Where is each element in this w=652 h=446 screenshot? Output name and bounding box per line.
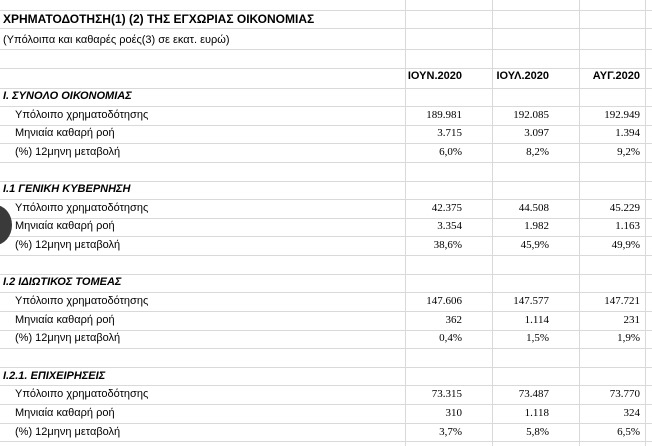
section-heading-row [0, 183, 652, 199]
section-heading-row [0, 276, 652, 292]
cell-value[interactable]: 3.097 [524, 127, 549, 139]
page-subtitle[interactable]: (Υπόλοιπα και καθαρές ροές(3) σε εκατ. ευρώ) [3, 34, 230, 46]
section-heading-row [0, 90, 652, 106]
table-row [0, 314, 652, 330]
cell-value[interactable]: 73.770 [609, 388, 640, 400]
section-heading-row [0, 370, 652, 386]
row-label[interactable]: (%) 12μηνη μεταβολή [15, 146, 121, 158]
title-row [0, 11, 652, 28]
row-label[interactable]: (%) 12μηνη μεταβολή [15, 332, 121, 344]
cell-value[interactable]: 1.982 [524, 220, 549, 232]
cell-value[interactable]: 1.394 [615, 127, 640, 139]
cell-value[interactable]: 1,9% [617, 332, 640, 344]
cell-value[interactable]: 6,0% [439, 146, 462, 158]
row-label[interactable]: (%) 12μηνη μεταβολή [15, 239, 121, 251]
page-title[interactable]: ΧΡΗΜΑΤΟΔΟΤΗΣΗ(1) (2) ΤΗΣ ΕΓΧΩΡΙΑΣ ΟΙΚΟΝΟΜΙΑΣ [3, 12, 315, 26]
subtitle-row [0, 34, 652, 49]
row-label[interactable]: (%) 12μηνη μεταβολή [15, 426, 121, 438]
table-row [0, 388, 652, 404]
row-label[interactable]: Μηνιαία καθαρή ροή [15, 220, 115, 232]
cell-value[interactable]: 44.508 [518, 202, 549, 214]
cell-value[interactable]: 45,9% [520, 239, 549, 251]
cell-value[interactable]: 192.949 [604, 109, 640, 121]
row-label[interactable]: Μηνιαία καθαρή ροή [15, 127, 115, 139]
row-label[interactable]: Υπόλοιπο χρηματοδότησης [15, 202, 149, 214]
table-row [0, 295, 652, 311]
cell-value[interactable]: 189.981 [426, 109, 462, 121]
row-label[interactable]: Υπόλοιπο χρηματοδότησης [15, 295, 149, 307]
cell-value[interactable]: 324 [623, 407, 640, 419]
section-heading-businesses[interactable]: Ι.2.1. ΕΠΙΧΕΙΡΗΣΕΙΣ [3, 370, 106, 382]
column-header-row [0, 70, 652, 86]
cell-value[interactable]: 192.085 [513, 109, 549, 121]
cell-value[interactable]: 6,5% [617, 426, 640, 438]
cell-value[interactable]: 73.315 [431, 388, 462, 400]
table-row [0, 109, 652, 125]
cell-value[interactable]: 0,4% [439, 332, 462, 344]
row-label[interactable]: Μηνιαία καθαρή ροή [15, 407, 115, 419]
cell-value[interactable]: 1.163 [615, 220, 640, 232]
cell-value[interactable]: 3.354 [437, 220, 462, 232]
cell-value[interactable]: 3.715 [437, 127, 462, 139]
column-header-jun-2020[interactable]: ΙΟΥΝ.2020 [407, 70, 462, 82]
cell-value[interactable]: 8,2% [526, 146, 549, 158]
column-header-aug-2020[interactable]: ΑΥΓ.2020 [592, 70, 640, 82]
cell-value[interactable]: 73.487 [518, 388, 549, 400]
section-heading-general-government[interactable]: Ι.1 ΓΕΝΙΚΗ ΚΥΒΕΡΝΗΣΗ [3, 183, 131, 195]
column-header-jul-2020[interactable]: ΙΟΥΛ.2020 [496, 70, 549, 82]
cell-value[interactable]: 5,8% [526, 426, 549, 438]
cell-value[interactable]: 147.721 [604, 295, 640, 307]
table-row [0, 146, 652, 162]
cell-value[interactable]: 310 [445, 407, 462, 419]
row-label[interactable]: Υπόλοιπο χρηματοδότησης [15, 388, 149, 400]
cell-value[interactable]: 147.577 [513, 295, 549, 307]
table-row [0, 127, 652, 143]
table-row [0, 220, 652, 236]
table-row [0, 239, 652, 255]
table-row [0, 426, 652, 442]
table-row [0, 332, 652, 348]
cell-value[interactable]: 49,9% [611, 239, 640, 251]
cell-value[interactable]: 1,5% [526, 332, 549, 344]
cell-value[interactable]: 3,7% [439, 426, 462, 438]
cell-value[interactable]: 1.118 [524, 407, 549, 419]
cell-value[interactable]: 9,2% [617, 146, 640, 158]
section-heading-private-sector[interactable]: Ι.2 ΙΔΙΩΤΙΚΟΣ ΤΟΜΕΑΣ [3, 276, 122, 288]
cell-value[interactable]: 362 [445, 314, 462, 326]
cell-value[interactable]: 42.375 [431, 202, 462, 214]
table-row [0, 202, 652, 218]
cell-value[interactable]: 147.606 [426, 295, 462, 307]
row-label[interactable]: Υπόλοιπο χρηματοδότησης [15, 109, 149, 121]
cell-value[interactable]: 231 [623, 314, 640, 326]
table-row [0, 407, 652, 423]
cell-value[interactable]: 45.229 [609, 202, 640, 214]
cell-value[interactable]: 38,6% [433, 239, 462, 251]
cell-value[interactable]: 1.114 [524, 314, 549, 326]
row-label[interactable]: Μηνιαία καθαρή ροή [15, 314, 115, 326]
section-heading-total-economy[interactable]: Ι. ΣΥΝΟΛΟ ΟΙΚΟΝΟΜΙΑΣ [3, 90, 132, 102]
